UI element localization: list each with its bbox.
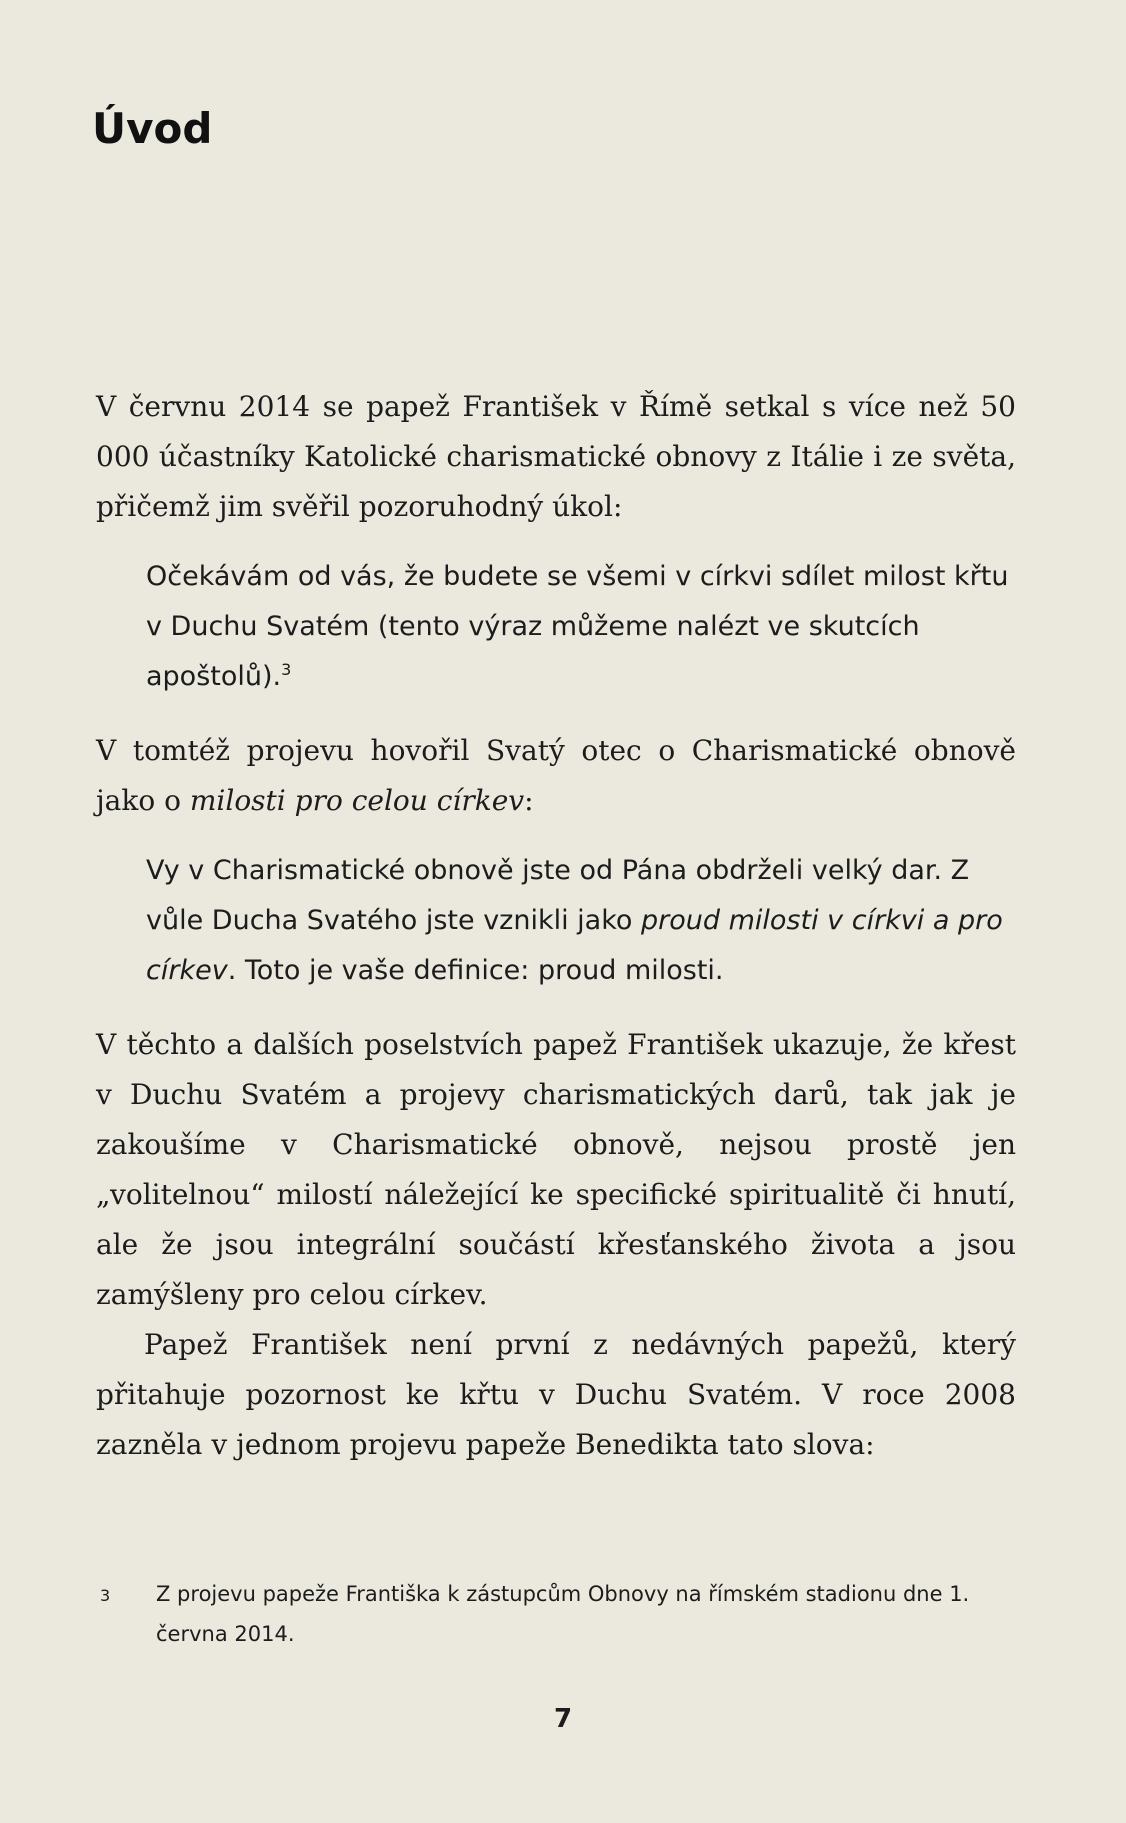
- chapter-heading: Úvod: [92, 104, 213, 153]
- paragraph-messages: V těchto a dalších poselstvích papež František ukazuje, že křest v Duchu Svatém a projevy charismatických darů, tak jak je zakoušíme v Charismatické obnově, nejsou prostě jen „volitelnou“ milostí náležející ke specifické spiritualitě či hnutí, ale že jsou integrální součástí křesťanského života a jsou zamýšleny pro celou církev.: [96, 1028, 1016, 1311]
- quote-block-2: [146, 846, 1016, 996]
- paragraph-text: V tomtéž projevu hovořil Svatý otec o Charismatické obnově jako o: [96, 734, 1016, 817]
- paragraph-same-speech: [96, 726, 1016, 826]
- paragraph-text-end: :: [524, 784, 534, 817]
- quote-text: Očekávám od vás, že budete se všemi v církvi sdílet milost křtu v Duchu Svatém (tento výraz můžeme nalézt ve skutcích apoštolů).: [146, 561, 1009, 692]
- footnote-text: Z projevu papeže Františka k zástupcům Obnovy na římském stadionu dne 1. června 2014.: [156, 1582, 970, 1646]
- footnote: [100, 1574, 1030, 1654]
- paragraph-benedict: Papež František není první z nedávných papežů, který přitahuje pozornost ke křtu v Duchu Svatém. V roce 2008 zazněla v jednom projevu papeže Benedikta tato slova:: [96, 1328, 1016, 1461]
- chapter-body: [96, 382, 1016, 1470]
- quote-paragraph: [146, 846, 1016, 996]
- emphasis-text: milosti pro celou církev: [189, 784, 525, 817]
- emphasis-text: proud milosti v církvi a pro církev: [146, 905, 1003, 986]
- footnote-reference: 3: [281, 660, 292, 679]
- paragraph-intro: V červnu 2014 se papež František v Římě setkal s více než 50 000 účastníky Katolické charismatické obnovy z Itálie i ze světa, přičemž jim svěřil pozoruhodný úkol:: [96, 390, 1016, 523]
- page-number: 7: [553, 1704, 573, 1734]
- footnote-number: 3: [100, 1586, 111, 1605]
- quote-block-1: [146, 552, 1016, 702]
- quote-paragraph: [146, 552, 1016, 702]
- quote-text-end: . Toto je vaše definice: proud milosti.: [227, 955, 724, 986]
- quote-text: Vy v Charismatické obnově jste od Pána obdrželi velký dar. Z vůle Ducha Svatého jste vznikli jako: [146, 855, 970, 936]
